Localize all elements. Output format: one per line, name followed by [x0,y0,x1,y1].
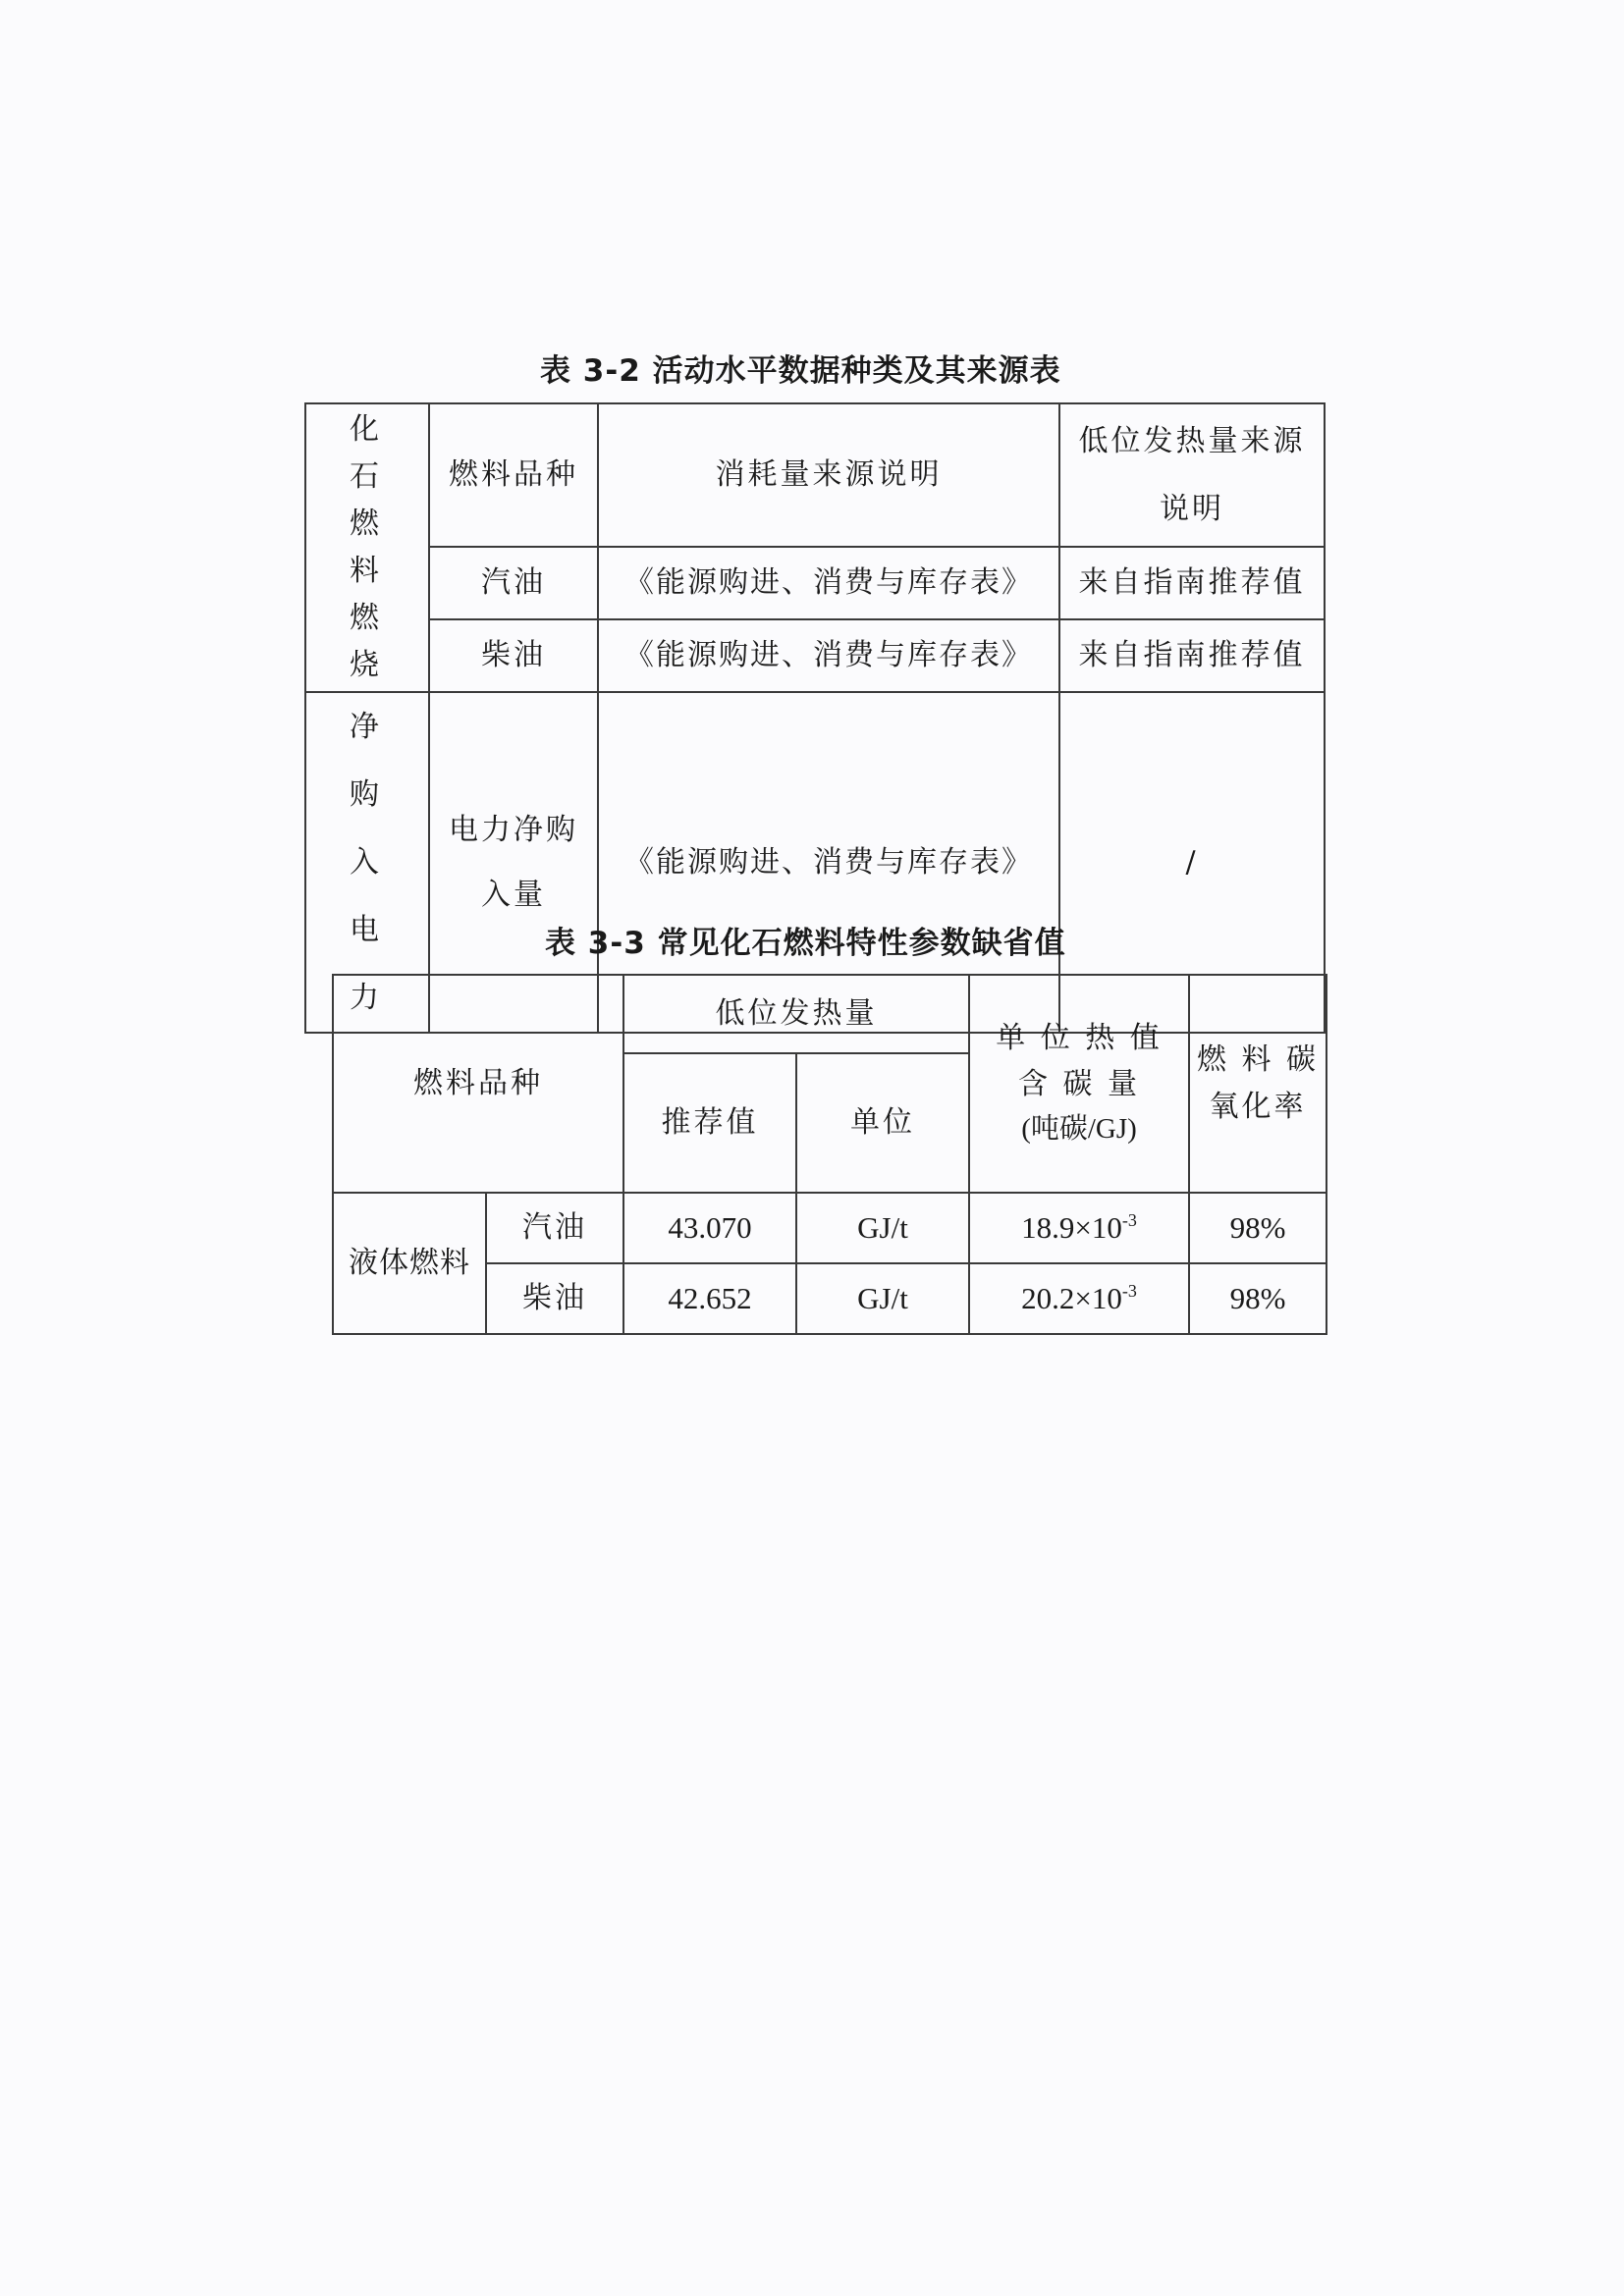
header-fuel-type: 燃料品种 [429,403,598,547]
cell-carbon-content: $18.9\times 10^{-3}$ [969,1193,1189,1263]
cell-value: 43.070 [623,1193,796,1263]
header-fuel-type: 燃料品种 [333,975,623,1193]
table-row [305,619,1325,692]
cell-ncv: 来自指南推荐值 [1059,619,1325,692]
cell-consumption: 《能源购进、消费与库存表》 [598,692,1059,1033]
table-row [333,1193,1326,1263]
cell-ncv: / [1059,692,1325,1033]
table-3-3-caption: 表 3-3 常见化石燃料特性参数缺省值 [545,926,1066,961]
group-label-electricity: 净购入电力 [305,692,429,1033]
header-consumption-source: 消耗量来源说明 [598,403,1059,547]
table-3-3 [332,974,1327,1335]
cell-ncv: 来自指南推荐值 [1059,547,1325,619]
cell-fuel: 汽油 [429,547,598,619]
header-unit: 单位 [796,1053,969,1193]
cell-consumption: 《能源购进、消费与库存表》 [598,547,1059,619]
group-label-fossil: 化石燃料燃烧 [305,403,429,692]
cell-oxidation: 98% [1189,1263,1326,1334]
cell-fuel: 汽油 [486,1193,623,1263]
header-oxidation-rate: 燃 料 碳 氧化率 [1189,975,1326,1193]
table-3-2-caption: 表 3-2 活动水平数据种类及其来源表 [540,353,1061,389]
cell-fuel: 柴油 [486,1263,623,1334]
header-ncv: 低位发热量 [623,975,969,1053]
cell-value: 42.652 [623,1263,796,1334]
table-row [305,547,1325,619]
table-row [333,975,1326,1053]
header-carbon-content: 单 位 热 值 含 碳 量 (吨碳/GJ) [969,975,1189,1193]
header-recommended-value: 推荐值 [623,1053,796,1193]
cell-consumption: 《能源购进、消费与库存表》 [598,619,1059,692]
cell-oxidation: 98% [1189,1193,1326,1263]
group-label-liquid-fuel: 液体燃料 [333,1193,486,1334]
cell-unit: GJ/t [796,1193,969,1263]
cell-unit: GJ/t [796,1263,969,1334]
cell-fuel: 电力净购入量 [429,692,598,1033]
header-ncv-source: 低位发热量来源说明 [1059,403,1325,547]
cell-fuel: 柴油 [429,619,598,692]
cell-carbon-content: $20.2\times 10^{-3}$ [969,1263,1189,1334]
table-row [305,403,1325,547]
